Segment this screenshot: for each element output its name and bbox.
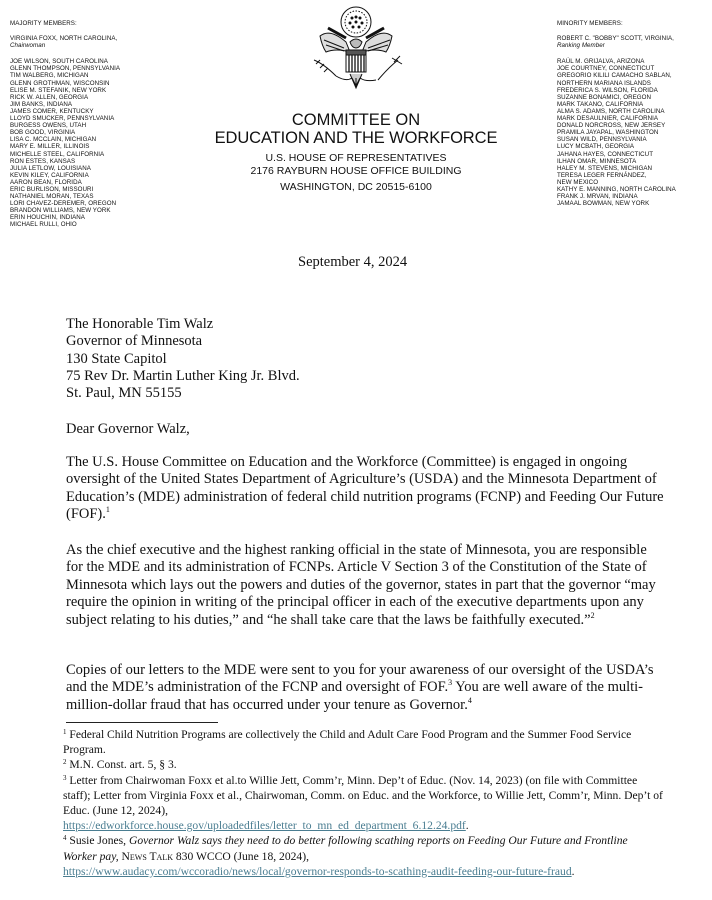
committee-member: FREDERICA S. WILSON, FLORIDA xyxy=(557,86,658,94)
footnote-source: News Talk xyxy=(118,849,173,863)
footnote-text: Letter from Chairwoman Foxx et al.to Willie Jett, Comm’r, Minn. Dep’t of Educ. (Nov. 14, 2023) (on file with Committee staff); Letter from Virginia Foxx et al., Chairwoman, Comm. on Educ. and the Workforce, to Willie Jett, Comm’r, Minn. Dep’t of Educ. (June 12, 2024), xyxy=(63,773,663,818)
footnote-ref[interactable]: 2 xyxy=(590,610,595,620)
footnote-4 xyxy=(63,833,663,879)
paragraph-1 xyxy=(66,454,666,524)
committee-member: MARK TAKANO, CALIFORNIA xyxy=(557,100,644,108)
footnote-punct: . xyxy=(571,864,575,878)
committee-member: BURGESS OWENS, UTAH xyxy=(10,122,87,130)
footnote-divider xyxy=(66,722,218,723)
committee-member: HALEY M. STEVENS, MICHIGAN xyxy=(557,164,653,172)
committee-member: SUZANNE BONAMICI, OREGON xyxy=(557,93,652,101)
minority-ranking-member: ROBERT C. "BOBBY" SCOTT, VIRGINIA, xyxy=(557,35,674,43)
committee-member: FRANK J. MRVAN, INDIANA xyxy=(557,193,638,201)
paragraph-text: You are well aware of the multi-million-dollar fraud that has occurred under your tenure as Governor. xyxy=(66,679,644,713)
committee-member: DONALD NORCROSS, NEW JERSEY xyxy=(557,122,666,130)
minority-header: MINORITY MEMBERS: xyxy=(557,20,623,27)
committee-member: MARK DESAULNIER, CALIFORNIA xyxy=(557,115,659,123)
committee-member: LUCY MCBATH, GEORGIA xyxy=(557,143,635,151)
committee-member: KEVIN KILEY, CALIFORNIA xyxy=(10,171,89,179)
committee-member: KATHY E. MANNING, NORTH CAROLINA xyxy=(557,185,676,193)
footnote-punct: . xyxy=(465,819,469,833)
footnote-2 xyxy=(63,757,663,772)
committee-member: GLENN THOMPSON, PENNSYLVANIA xyxy=(10,65,121,73)
great-seal-eagle-icon xyxy=(306,2,406,98)
committee-member: JAMES COMER, KENTUCKY xyxy=(10,107,94,115)
committee-member: ELISE M. STEFANIK, NEW YORK xyxy=(10,86,107,94)
committee-member: MICHAEL RULLI, OHIO xyxy=(10,221,77,229)
footnote-number: 1 xyxy=(63,728,67,736)
recipient-address xyxy=(66,316,300,402)
committee-member: ALMA S. ADAMS, NORTH CAROLINA xyxy=(557,107,665,115)
footnotes xyxy=(63,727,663,879)
committee-member: RICK W. ALLEN, GEORGIA xyxy=(10,93,89,101)
footnote-number: 3 xyxy=(63,773,67,782)
committee-member: NEW MEXICO xyxy=(557,178,599,186)
footnote-ref[interactable]: 3 xyxy=(448,678,453,688)
paragraph-text: The U.S. House Committee on Education and the Workforce (Committee) is engaged in ongoing oversight of the United States Department of Agriculture’s (USDA) and the Minnesota Department of Education’s (MDE) administration of federal child nutrition programs (FCNP) and Feeding Our Future (FOF). xyxy=(66,454,664,523)
committee-title-line2: EDUCATION AND THE WORKFORCE xyxy=(214,129,498,147)
letter-date: September 4, 2024 xyxy=(298,254,408,270)
committee-member: BRANDON WILLIAMS, NEW YORK xyxy=(10,207,111,215)
address-line: St. Paul, MN 55155 xyxy=(66,385,182,402)
footnote-number: 2 xyxy=(63,758,67,767)
majority-chair: VIRGINIA FOXX, NORTH CAROLINA, xyxy=(10,35,118,43)
committee-member: NORTHERN MARIANA ISLANDS xyxy=(557,79,651,87)
committee-member: JOE WILSON, SOUTH CAROLINA xyxy=(10,58,108,66)
committee-member: LISA C. MCCLAIN, MICHIGAN xyxy=(10,136,97,144)
committee-member: TERESA LEGER FERNÁNDEZ, xyxy=(557,171,647,179)
majority-header: MAJORITY MEMBERS: xyxy=(10,20,77,27)
address-line: Governor of Minnesota xyxy=(66,333,203,350)
committee-member: JULIA LETLOW, LOUISIANA xyxy=(10,164,91,172)
committee-member: PRAMILA JAYAPAL, WASHINGTON xyxy=(557,129,659,137)
footnote-text: M.N. Const. art. 5, § 3. xyxy=(66,758,177,772)
city-zip: WASHINGTON, DC 20515-6100 xyxy=(280,181,432,193)
paragraph-text: As the chief executive and the highest ranking official in the state of Minnesota, you are responsible for the MDE and its administration of FCNPs. Article V Section 3 of the Constitution of the State of Minnesota which lays out the powers and duties of the governor, states in part that the governor “may require the opinion in writing of the principal officer in each of the executive departments upon any subject relating to his duties,” and “he shall take care that the laws be faithfully executed.” xyxy=(66,542,656,628)
committee-member: ILHAN OMAR, MINNESOTA xyxy=(557,157,637,165)
committee-member: MICHELLE STEEL, CALIFORNIA xyxy=(10,150,105,158)
footnote-author: Susie Jones, xyxy=(66,834,129,848)
house-of-representatives: U.S. HOUSE OF REPRESENTATIVES xyxy=(265,152,447,164)
footnote-text: 830 WCCO (June 18, 2024), xyxy=(172,849,309,863)
footnote-4-link[interactable]: https://www.audacy.com/wccoradio/news/local/governor-responds-to-scathing-audit-feeding-our-future-fraud xyxy=(63,864,572,878)
committee-member: RON ESTES, KANSAS xyxy=(10,157,76,165)
footnote-ref[interactable]: 4 xyxy=(467,695,472,705)
committee-member: LORI CHAVEZ-DEREMER, OREGON xyxy=(10,200,117,208)
address-line: 75 Rev Dr. Martin Luther King Jr. Blvd. xyxy=(66,367,300,384)
minority-roster xyxy=(557,20,709,207)
footnote-3 xyxy=(63,773,663,834)
committee-member: LLOYD SMUCKER, PENNSYLVANIA xyxy=(10,115,115,123)
footnote-3-link[interactable]: https://edworkforce.house.gov/uploadedfiles/letter_to_mn_ed_department_6.12.24.pdf xyxy=(63,819,466,833)
paragraph-text: Copies of our letters to the MDE were sent to you for your awareness of our oversight of the USDA’s and the MDE’s administration of the FCNP and oversight of FOF. xyxy=(66,662,654,696)
footnote-text: Federal Child Nutrition Programs are collectively the Child and Adult Care Food Program and the Summer Food Service Program. xyxy=(63,728,632,757)
committee-member: SUSAN WILD, PENNSYLVANIA xyxy=(557,136,647,144)
footnote-number: 4 xyxy=(63,834,67,843)
address-line: The Honorable Tim Walz xyxy=(66,316,214,332)
committee-member: GREGORIO KILILI CAMACHO SABLAN, xyxy=(557,72,672,80)
office-building: 2176 RAYBURN HOUSE OFFICE BUILDING xyxy=(250,165,462,177)
footnote-ref[interactable]: 1 xyxy=(105,505,110,515)
committee-member: GLENN GROTHMAN, WISCONSIN xyxy=(10,79,110,87)
committee-member: JAHANA HAYES, CONNECTICUT xyxy=(557,150,654,158)
committee-member: AARON BEAN, FLORIDA xyxy=(10,178,82,186)
address-line: 130 State Capitol xyxy=(66,350,167,367)
committee-member: JAMAAL BOWMAN, NEW YORK xyxy=(557,200,650,208)
footnote-1 xyxy=(63,727,663,757)
committee-member: NATHANIEL MORAN, TEXAS xyxy=(10,193,94,201)
majority-chair-role: Chairwoman xyxy=(10,42,46,50)
committee-member: ERIN HOUCHIN, INDIANA xyxy=(10,214,85,222)
committee-title-line1: COMMITTEE ON xyxy=(291,111,421,129)
salutation: Dear Governor Walz, xyxy=(66,421,190,437)
committee-member: TIM WALBERG, MICHIGAN xyxy=(10,72,89,80)
committee-member: JOE COURTNEY, CONNECTICUT xyxy=(557,65,655,73)
minority-member-list xyxy=(557,58,709,207)
committee-member: RAÚL M. GRIJALVA, ARIZONA xyxy=(557,58,645,66)
minority-ranking-role: Ranking Member xyxy=(557,42,605,50)
committee-member: BOB GOOD, VIRGINIA xyxy=(10,129,76,137)
paragraph-3 xyxy=(66,662,666,714)
committee-member: JIM BANKS, INDIANA xyxy=(10,100,73,108)
committee-member: MARY E. MILLER, ILLINOIS xyxy=(10,143,90,151)
committee-member: ERIC BURLISON, MISSOURI xyxy=(10,185,94,193)
paragraph-2 xyxy=(66,542,666,629)
footnote-article-title: Governor Walz says they need to do better following scathing reports on Feeding Our Future and Frontline Worker pay, xyxy=(63,834,628,863)
